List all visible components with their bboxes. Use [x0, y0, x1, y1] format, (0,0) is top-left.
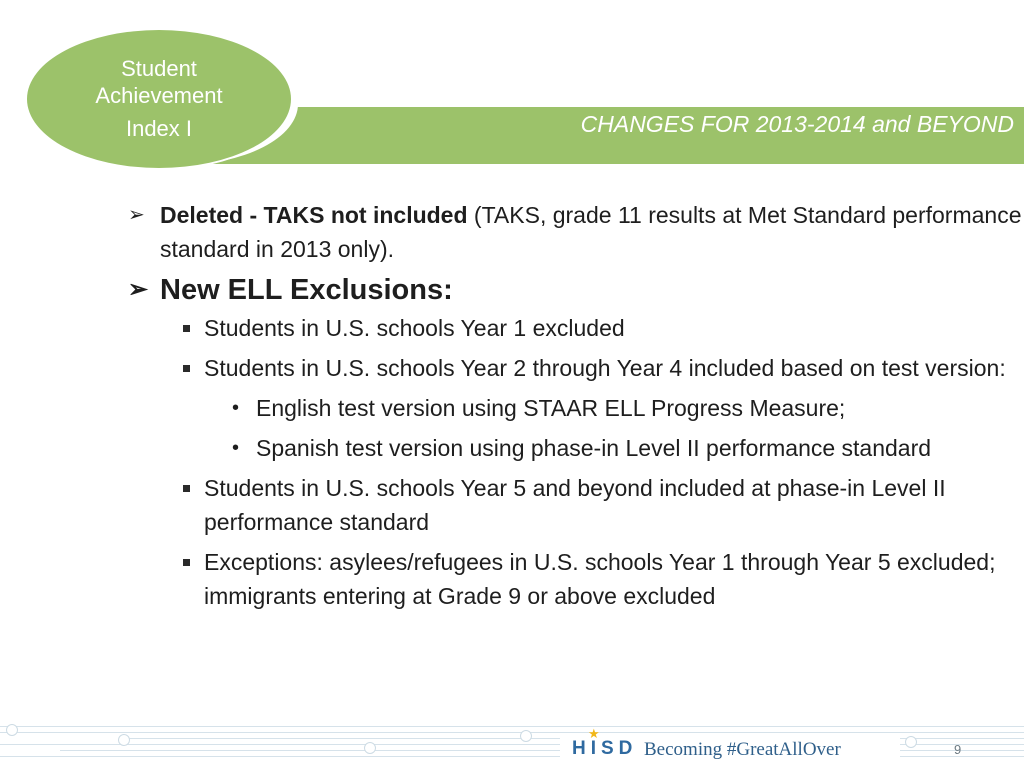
bullet-new-ell-exclusions — [128, 271, 1024, 309]
sub-sub-bullet-spanish — [230, 431, 1024, 465]
sub-bullet-exceptions-text: Exceptions: asylees/refugees in U.S. schools Year 1 through Year 5 excluded; immigrants entering at Grade 9 or above excluded — [204, 549, 996, 609]
sub-bullet-year-5 — [178, 471, 1024, 539]
arrow-bullet-icon: ➢ — [128, 276, 149, 303]
bullet-list — [128, 198, 1024, 619]
bullet-new-ell-exclusions-text: New ELL Exclusions: — [160, 274, 453, 306]
badge-line-2: Achievement — [95, 83, 223, 108]
dot-bullet-icon: • — [232, 397, 240, 419]
sub-bullet-year-2-4 — [178, 351, 1024, 385]
star-icon: ★ — [588, 726, 600, 741]
square-bullet-icon — [183, 485, 190, 492]
bullet-deleted-taks — [128, 198, 1024, 266]
sub-bullet-year-1-text: Students in U.S. schools Year 1 excluded — [204, 315, 625, 341]
bullet-deleted-taks-detail: (TAKS, grade 11 results at Met Standard performance standard in 2013 only). — [160, 202, 1022, 262]
dot-bullet-icon: • — [232, 437, 240, 459]
sub-bullet-year-1 — [178, 311, 1024, 345]
sub-sub-bullet-spanish-text: Spanish test version using phase-in Level II performance standard — [256, 435, 932, 461]
footer-tagline: Becoming #GreatAllOver — [644, 739, 841, 760]
sub-bullet-exceptions — [178, 545, 1024, 613]
square-bullet-icon — [183, 365, 190, 372]
slide-title: CHANGES FOR 2013-2014 and BEYOND — [580, 111, 1014, 137]
page-number: 9 — [954, 742, 962, 757]
sub-bullet-year-5-text: Students in U.S. schools Year 5 and beyond included at phase-in Level II performance standard — [204, 475, 946, 535]
square-bullet-icon — [183, 559, 190, 566]
badge-line-3: Index I — [125, 116, 193, 141]
sub-sub-bullet-english-text: English test version using STAAR ELL Progress Measure; — [256, 395, 846, 421]
section-badge-text — [25, 55, 293, 142]
square-bullet-icon — [183, 325, 190, 332]
arrow-bullet-icon: ➢ — [128, 204, 145, 226]
sub-bullet-year-2-4-text: Students in U.S. schools Year 2 through Year 4 included based on test version: — [204, 355, 1006, 381]
hisd-logo: HISD — [572, 738, 638, 759]
bullet-deleted-taks-bold: Deleted - TAKS not included — [160, 202, 468, 228]
sub-sub-bullet-english — [230, 391, 1024, 425]
badge-line-1: Student — [121, 56, 197, 81]
